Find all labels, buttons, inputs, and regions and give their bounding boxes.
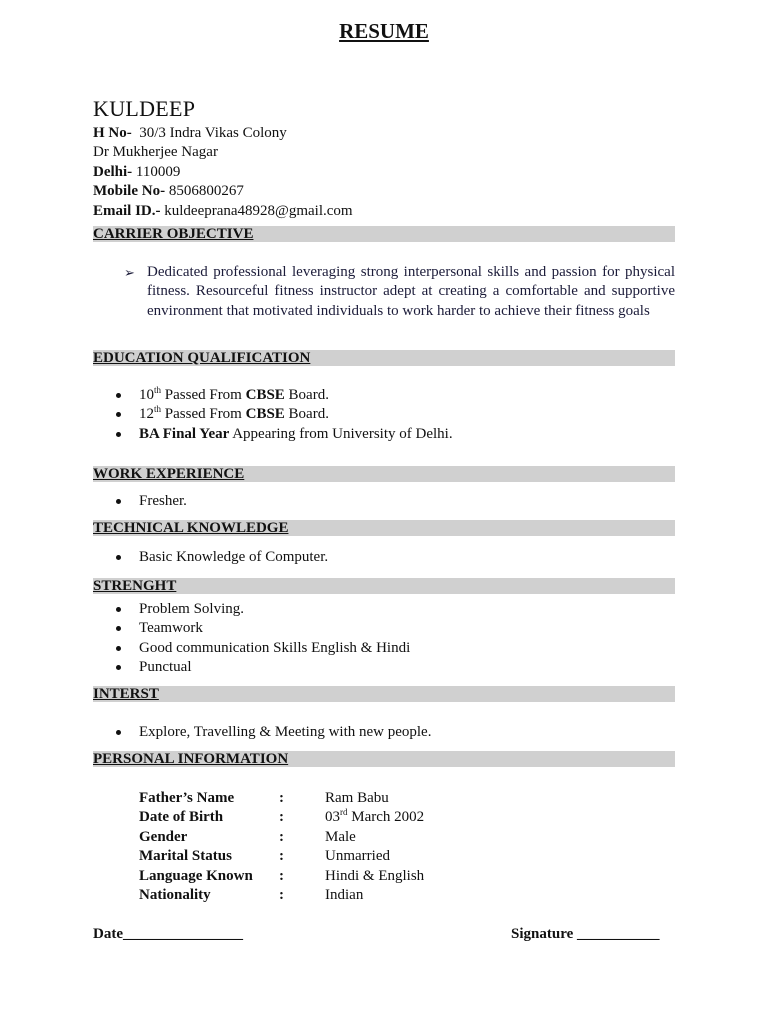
- city-label: Delhi-: [93, 163, 133, 180]
- address-line-2: Dr Mukherjee Nagar: [93, 144, 218, 161]
- pi-colon: :: [279, 848, 284, 865]
- edu-post: Board.: [284, 406, 329, 423]
- dob-day: 03: [325, 809, 340, 826]
- email-line: [93, 202, 353, 221]
- pi-value: [325, 808, 424, 827]
- edu-bold: CBSE: [245, 406, 285, 423]
- pi-row: [139, 867, 639, 886]
- dob-sup: rd: [340, 807, 348, 818]
- dob-rest: March 2002: [347, 809, 425, 826]
- personal-info-table: [139, 789, 639, 905]
- email-value: kuldeeprana48928@gmail.com: [164, 202, 353, 219]
- pi-colon: :: [279, 828, 284, 845]
- pi-label: Date of Birth: [139, 809, 224, 826]
- signature-field: Signature ___________: [511, 926, 660, 942]
- interest-item: Explore, Travelling & Meeting with new people.: [93, 723, 675, 742]
- candidate-name: KULDEEP: [93, 96, 196, 121]
- pi-colon: :: [279, 867, 284, 884]
- section-education: EDUCATION QUALIFICATION: [93, 350, 675, 366]
- pi-colon: :: [279, 790, 284, 806]
- edu-sup: th: [154, 404, 162, 415]
- pi-value: Ram Babu: [325, 790, 389, 806]
- edu-bold: CBSE: [245, 387, 285, 403]
- pi-value: Unmarried: [325, 848, 390, 865]
- mobile-label: Mobile No-: [93, 183, 166, 200]
- city-value: 110009: [135, 163, 181, 180]
- technical-list: [93, 548, 675, 567]
- section-objective: CARRIER OBJECTIVE: [93, 226, 675, 242]
- pi-colon: :: [279, 809, 284, 826]
- pi-label: Nationality: [139, 886, 211, 903]
- education-item: [93, 405, 675, 424]
- pi-row: [139, 789, 639, 808]
- mobile-value: 8506800267: [168, 183, 244, 200]
- edu-num: 12: [139, 406, 154, 423]
- section-personal: PERSONAL INFORMATION: [93, 751, 675, 767]
- objective-list: [93, 263, 675, 321]
- strength-item: Teamwork: [93, 619, 675, 638]
- address-line-1: [93, 124, 353, 143]
- strength-item: Good communication Skills English & Hindi: [93, 639, 675, 658]
- strength-list: [93, 600, 675, 678]
- contact-block: [93, 124, 353, 221]
- work-list: [93, 492, 675, 511]
- city-line: [93, 163, 353, 182]
- strength-item: Problem Solving.: [93, 600, 675, 619]
- strength-item: Punctual: [93, 658, 675, 677]
- edu-sup: th: [154, 385, 162, 395]
- objective-text: Dedicated professional leveraging strong interpersonal skills and passion for physical fitness. Resourceful fitness instructor adept at creating a comfortable and supportive environment that motivated individuals to work harder to achieve their fitness goals: [147, 264, 675, 319]
- objective-item: [93, 263, 675, 321]
- pi-value: Indian: [325, 886, 364, 903]
- education-list: [93, 386, 675, 444]
- pi-label: Marital Status: [139, 848, 232, 865]
- education-item: [93, 425, 675, 444]
- resume-title: RESUME: [339, 19, 429, 43]
- education-item: [93, 386, 675, 405]
- edu-num: 10: [139, 387, 154, 403]
- pi-label: Gender: [139, 828, 188, 845]
- pi-row: [139, 808, 639, 827]
- pi-row: [139, 847, 639, 866]
- pi-colon: :: [279, 886, 284, 903]
- section-work: WORK EXPERIENCE: [93, 466, 675, 482]
- email-label: Email ID.-: [93, 202, 161, 219]
- edu-bold: BA Final Year: [139, 425, 230, 442]
- house-value: 30/3 Indra Vikas Colony: [139, 125, 287, 141]
- pi-label: Language Known: [139, 867, 253, 884]
- pi-row: [139, 886, 639, 905]
- section-strength: STRENGHT: [93, 578, 675, 594]
- interest-list: [93, 723, 675, 742]
- section-technical: TECHNICAL KNOWLEDGE: [93, 520, 675, 536]
- technical-item: Basic Knowledge of Computer.: [93, 548, 675, 567]
- edu-pre: Passed From: [161, 387, 246, 403]
- date-field: Date________________: [93, 926, 243, 942]
- mobile-line: [93, 182, 353, 201]
- pi-label: Father’s Name: [139, 790, 235, 806]
- edu-post: Appearing from University of Delhi.: [229, 425, 453, 442]
- house-label: H No-: [93, 125, 132, 141]
- pi-row: [139, 828, 639, 847]
- edu-pre: Passed From: [161, 406, 246, 423]
- pi-value: Male: [325, 828, 356, 845]
- work-item: Fresher.: [93, 492, 675, 511]
- edu-post: Board.: [284, 387, 329, 403]
- pi-value: Hindi & English: [325, 867, 425, 884]
- section-interest: INTERST: [93, 686, 675, 702]
- arrow-bullet-icon: ➢: [124, 265, 135, 280]
